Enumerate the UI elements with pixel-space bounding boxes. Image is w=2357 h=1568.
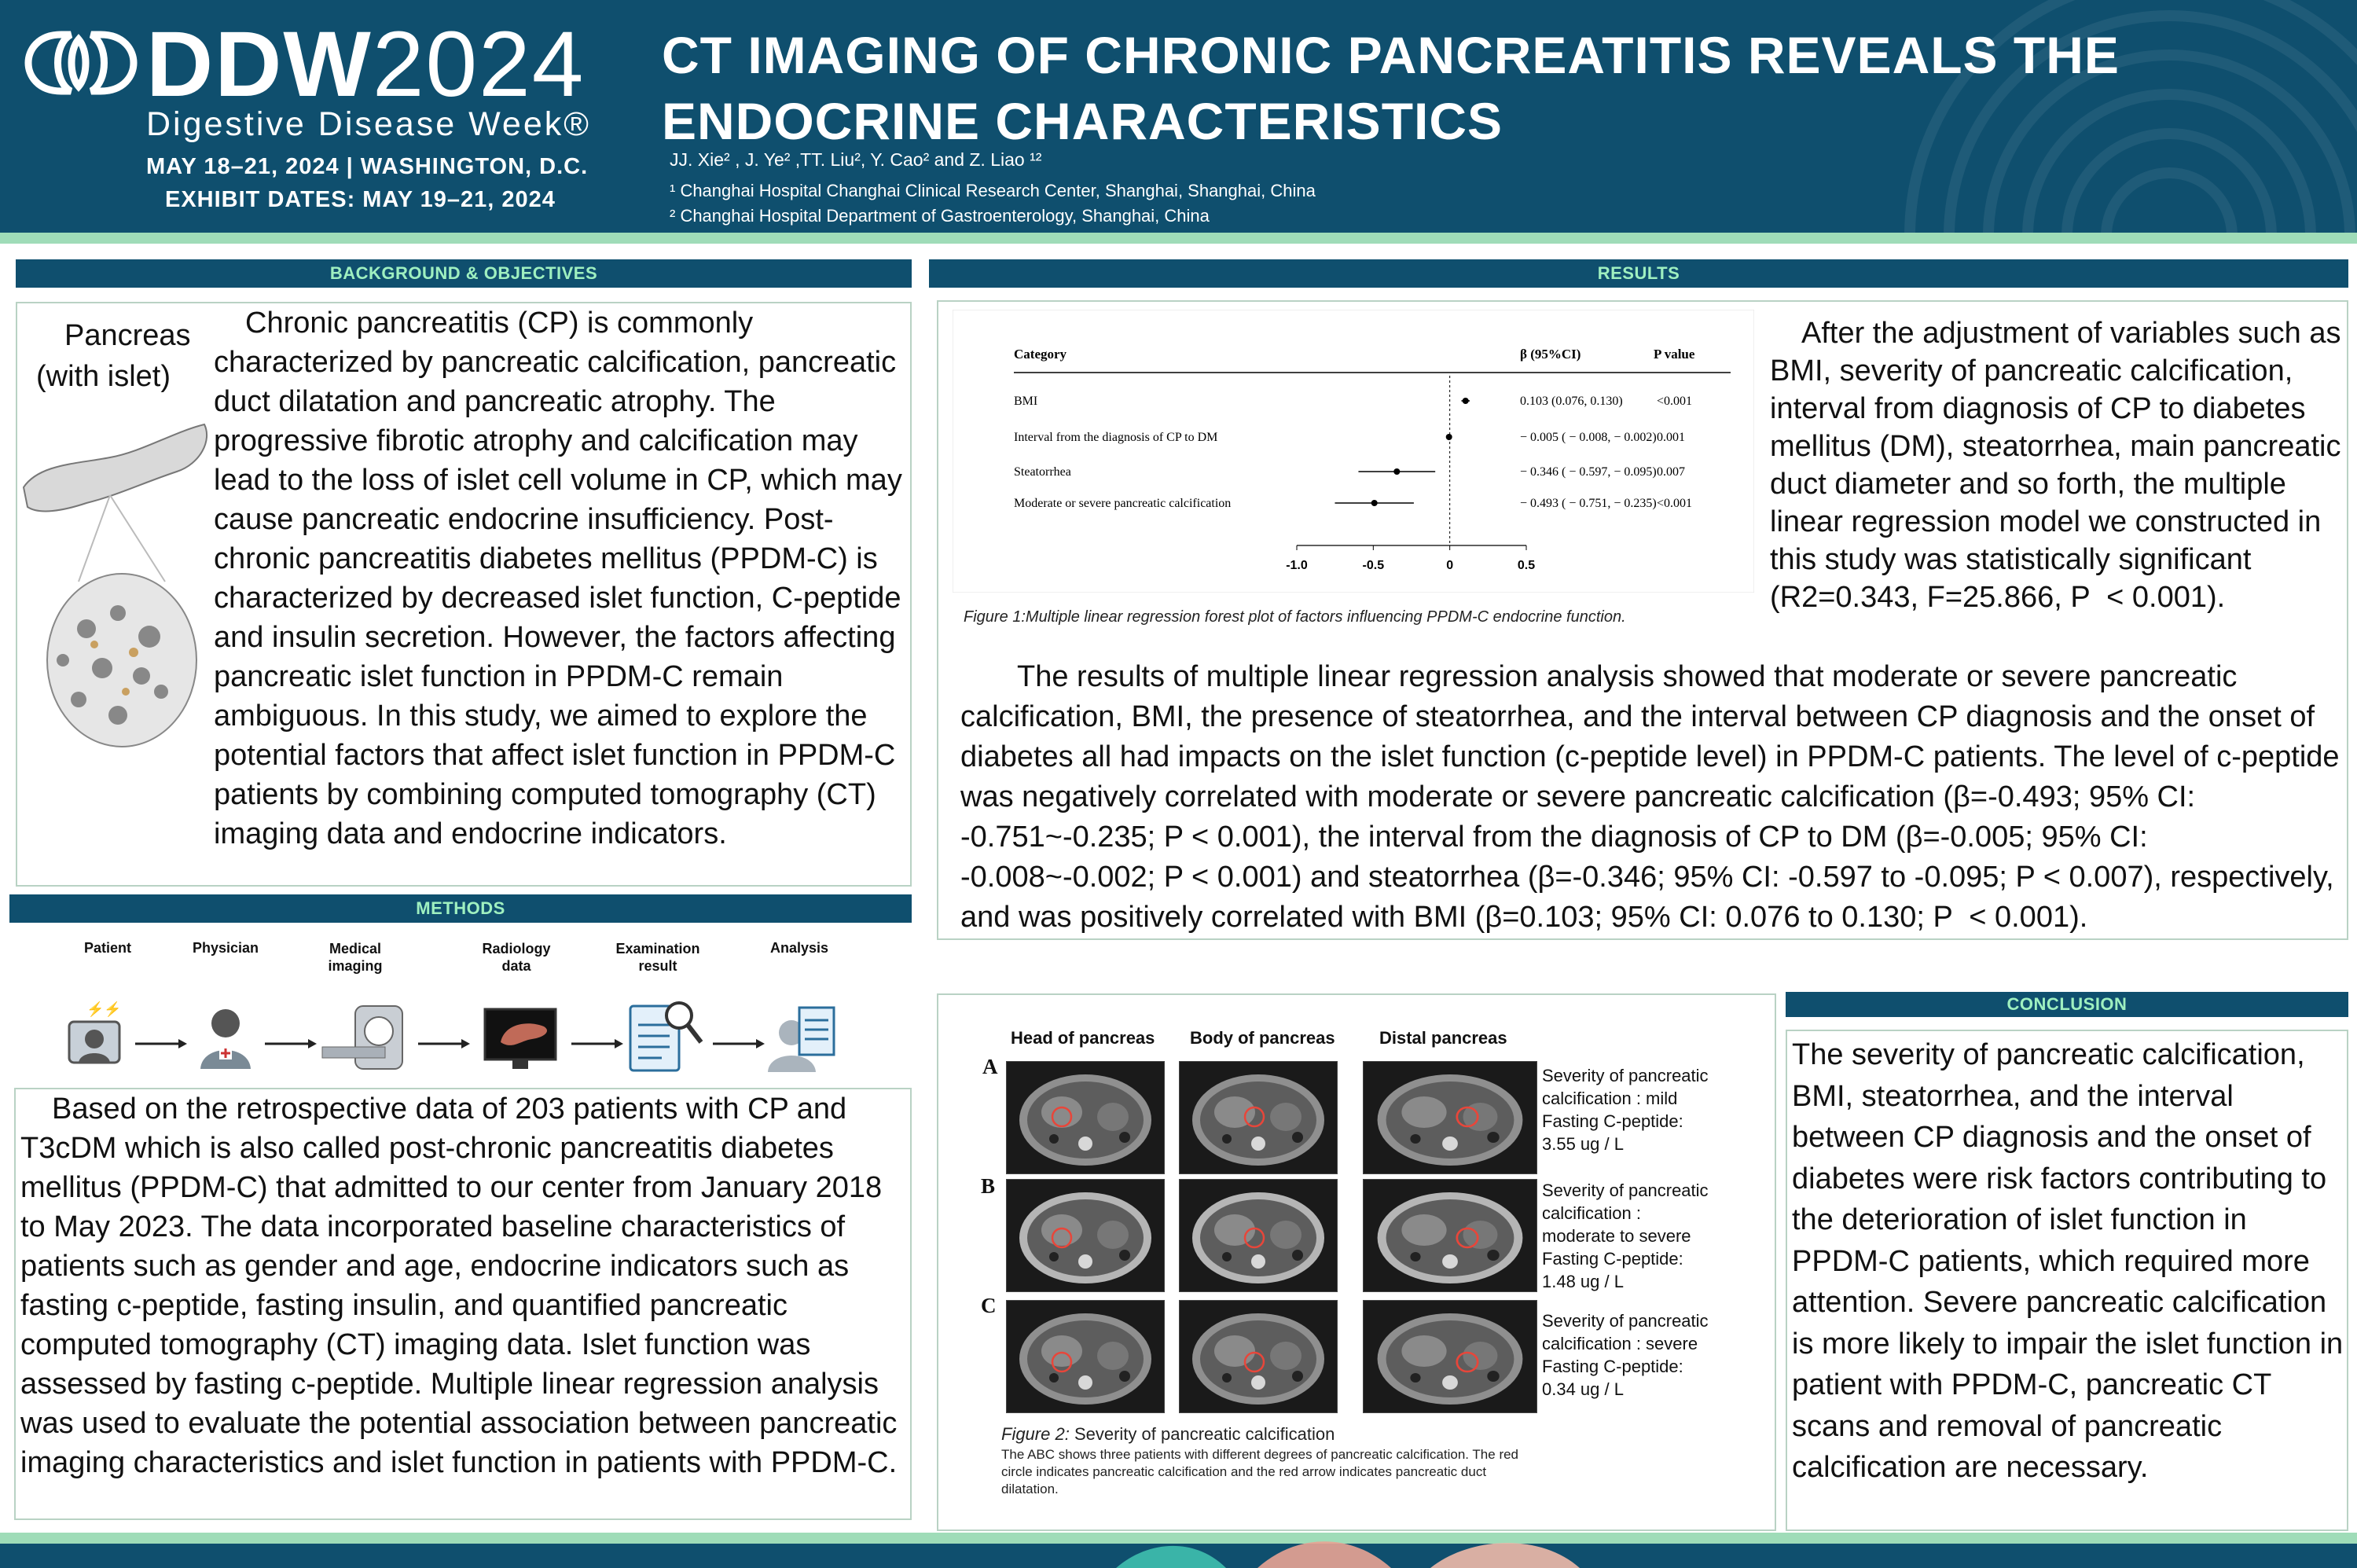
forest-row-label: Moderate or severe pancreatic calcification: [1014, 497, 1232, 510]
ct-scan-image: [1363, 1300, 1537, 1413]
severity-b: Severity of pancreatic calcification : moderate to severe Fasting C-peptide: 1.48 ug / L: [1542, 1181, 1709, 1291]
forest-col-category: Category: [1014, 347, 1067, 362]
ct-scan-image: [1006, 1061, 1165, 1174]
forest-point: [1446, 434, 1452, 440]
step-patient: Patient: [83, 940, 131, 956]
ct-scan-image: [1179, 1179, 1338, 1292]
severity-a: Severity of pancreatic calcification : mild Fasting C-peptide: 3.55 ug / L: [1542, 1066, 1709, 1154]
results-heading: RESULTS: [929, 259, 2348, 288]
forest-col-beta: β (95%CI): [1520, 347, 1581, 362]
ddw-logo-icon: [22, 27, 140, 99]
forest-point: [1371, 500, 1378, 506]
forest-row-ci: − 0.346 ( − 0.597, − 0.095): [1520, 465, 1657, 479]
forest-col-p: P value: [1654, 347, 1695, 362]
poster-title: CT IMAGING OF CHRONIC PANCREATITIS REVEALS THE ENDOCRINE CHARACTERISTICS: [662, 26, 2120, 150]
background-text: Chronic pancreatitis (CP) is commonly characterized by pancreatic calcification, pancreatic duct dilatation and pancreatic atrophy. The progressive fibrotic atrophy and calcification may lead to the loss of islet cell volume in CP, which may cause pancreatic endocrine insufficiency. Post-chronic pancreatitis diabetes mellitus (PPDM-C) is characterized by decreased islet function, C-peptide and insulin secretion. However, the factors affecting pancreatic islet function in PPDM-C remain ambiguous. In this study, we aimed to explore the potential factors that affect islet function in PPDM-C patients by combining computed tomography (CT) imaging data and endocrine indicators.: [214, 307, 902, 850]
svg-text:⚡⚡: ⚡⚡: [86, 1001, 122, 1017]
analysis-icon: [768, 1008, 834, 1072]
patient-icon: [69, 1001, 122, 1063]
forest-row-p: <0.001: [1657, 395, 1693, 408]
arrow-icon: [713, 1039, 765, 1048]
affiliation-1: ¹ Changhai Hospital Changhai Clinical Research Center, Shanghai, Shanghai, China: [670, 181, 1316, 200]
pancreas-islet-icon: [16, 409, 212, 778]
ct-row-label-b: B: [981, 1174, 996, 1198]
exhibit-dates: EXHIBIT DATES: MAY 19–21, 2024: [165, 187, 556, 212]
clipboard-magnifier-icon: [630, 1003, 701, 1070]
step-examination-result: Examination result: [615, 941, 700, 974]
ct-row-label-a: A: [982, 1055, 998, 1078]
pancreas-label-2: (with islet): [36, 360, 171, 393]
ct-scan-image: [1006, 1179, 1165, 1292]
poster-header: [0, 0, 2357, 233]
logo-subtitle: Digestive Disease Week®: [146, 105, 591, 143]
step-analysis: Analysis: [769, 940, 829, 956]
authors: JJ. Xie² , J. Ye² ,TT. Liu², Y. Cao² and Z. Liao ¹²: [670, 149, 1042, 170]
ct-row-label-c: C: [981, 1294, 997, 1317]
methods-heading: METHODS: [9, 894, 912, 923]
ct-scan-image: [1363, 1061, 1537, 1174]
ct-col-body: Body of pancreas: [1190, 1028, 1335, 1048]
step-physician: Physician: [192, 940, 259, 956]
forest-row-p: <0.001: [1657, 497, 1693, 510]
forest-row-label: Steatorrhea: [1014, 465, 1071, 479]
ct-scanner-icon: [322, 1006, 402, 1069]
results-main-text: The results of multiple linear regression analysis showed that moderate or severe pancreatic calcification, BMI, the presence of steatorrhea, and the interval between CP diagnosis and the onset of diabetes all had impacts on the islet function (c-peptide level) in PPDM-C patients. The level of c-peptide was negatively correlated with moderate or severe pancreatic calcification (β=-0.493; 95% CI: -0.751~-0.235; P < 0.001), the interval from the diagnosis of CP to DM (β=-0.005; 95% CI: -0.008~-0.002; P < 0.001) and steatorrhea (β=-0.346; 95% CI: -0.597 to -0.095; P < 0.007), respectively, and was positively correlated with BMI (β=0.103; 95% CI: 0.076 to 0.130; P < 0.001).: [960, 660, 2340, 934]
conclusion-heading: CONCLUSION: [1786, 992, 2348, 1017]
ct-col-distal: Distal pancreas: [1379, 1028, 1507, 1048]
ct-scan-image: [1363, 1179, 1537, 1292]
meeting-dates: MAY 18–21, 2024 | WASHINGTON, D.C.: [146, 154, 589, 179]
pancreas-label-1: Pancreas: [64, 319, 191, 352]
forest-row-label: Interval from the diagnosis of CP to DM: [1014, 431, 1218, 444]
header-divider: [0, 233, 2357, 244]
figure-2-caption-body: The ABC shows three patients with different degrees of pancreatic calcification. The red circle indicates pancreatic calcification and the red arrow indicates pancreatic duct dilatation.: [1001, 1447, 1519, 1496]
ct-scan-image: [1179, 1300, 1338, 1413]
forest-row-p: 0.007: [1657, 465, 1685, 479]
forest-point: [1463, 398, 1469, 404]
step-radiology-data: Radiology data: [482, 941, 551, 974]
background-heading: BACKGROUND & OBJECTIVES: [16, 259, 912, 288]
conclusion-text: The severity of pancreatic calcification, BMI, steatorrhea, and the interval between CP diagnosis and the onset of diabetes were risk factors contributing to the deterioration of islet function in PPDM-C patients, which required more attention. Severe pancreatic calcification is more likely to impair the islet function in patient with PPDM-C, pancreatic CT scans and removal of pancreatic calcification are necessary.: [1792, 1038, 2344, 1484]
ct-scan-image: [1179, 1061, 1338, 1174]
physician-icon: [200, 1009, 251, 1069]
arrow-icon: [571, 1039, 623, 1048]
arrow-icon: [265, 1039, 317, 1048]
severity-c: Severity of pancreatic calcification : severe Fasting C-peptide: 0.34 ug / L: [1542, 1311, 1709, 1399]
forest-tick-label: 0.5: [1517, 559, 1536, 572]
forest-row-ci: − 0.005 ( − 0.008, − 0.002): [1520, 431, 1657, 444]
ct-scan-image: [1006, 1300, 1165, 1413]
logo-wordmark: DDW2024: [146, 13, 586, 116]
forest-row-ci: − 0.493 ( − 0.751, − 0.235): [1520, 497, 1657, 510]
workflow-diagram: [9, 927, 912, 1085]
figure-1-caption: Figure 1:Multiple linear regression forest plot of factors influencing PPDM-C endocrine function.: [964, 608, 1626, 626]
footer-decoration: [0, 1533, 2357, 1568]
forest-row-label: BMI: [1014, 395, 1038, 408]
forest-tick-label: -0.5: [1362, 559, 1385, 572]
figure-2-caption-title: Figure 2: Severity of pancreatic calcification: [1001, 1424, 1335, 1444]
results-side-text: After the adjustment of variables such as BMI, severity of pancreatic calcification, interval from diagnosis of CP to diabetes mellitus (DM), steatorrhea, main pancreatic duct diameter and so forth, the multiple linear regression model we constructed in this study was statistically significant (R2=0.343, F=25.866, P < 0.001).: [1770, 317, 2341, 614]
methods-text: Based on the retrospective data of 203 patients with CP and T3cDM which is also called post-chronic pancreatitis diabetes mellitus (PPDM-C) that admitted to our center from January 2018 to May 2023. The data incorporated baseline characteristics of patients such as gender and age, endocrine indicators such as fasting c-peptide, fasting insulin, and quantified pancreatic computed tomography (CT) imaging data. Islet function was assessed by fasting c-peptide. Multiple linear regression analysis was used to evaluate the potential association between pancreatic imaging characteristics and islet function in patients with PPDM-C.: [20, 1092, 898, 1479]
forest-tick-label: 0: [1446, 559, 1454, 572]
forest-row-p: 0.001: [1657, 431, 1685, 444]
forest-tick-label: -1.0: [1286, 559, 1308, 572]
ct-col-head: Head of pancreas: [1011, 1028, 1155, 1048]
forest-plot: [953, 310, 1754, 593]
forest-row-ci: 0.103 (0.076, 0.130): [1520, 395, 1623, 408]
forest-point: [1393, 468, 1400, 475]
monitor-icon: [485, 1009, 556, 1069]
affiliation-2: ² Changhai Hospital Department of Gastroenterology, Shanghai, China: [670, 206, 1210, 226]
step-medical-imaging: Medical imaging: [328, 941, 383, 974]
arrow-icon: [418, 1039, 470, 1048]
arrow-icon: [135, 1039, 187, 1048]
